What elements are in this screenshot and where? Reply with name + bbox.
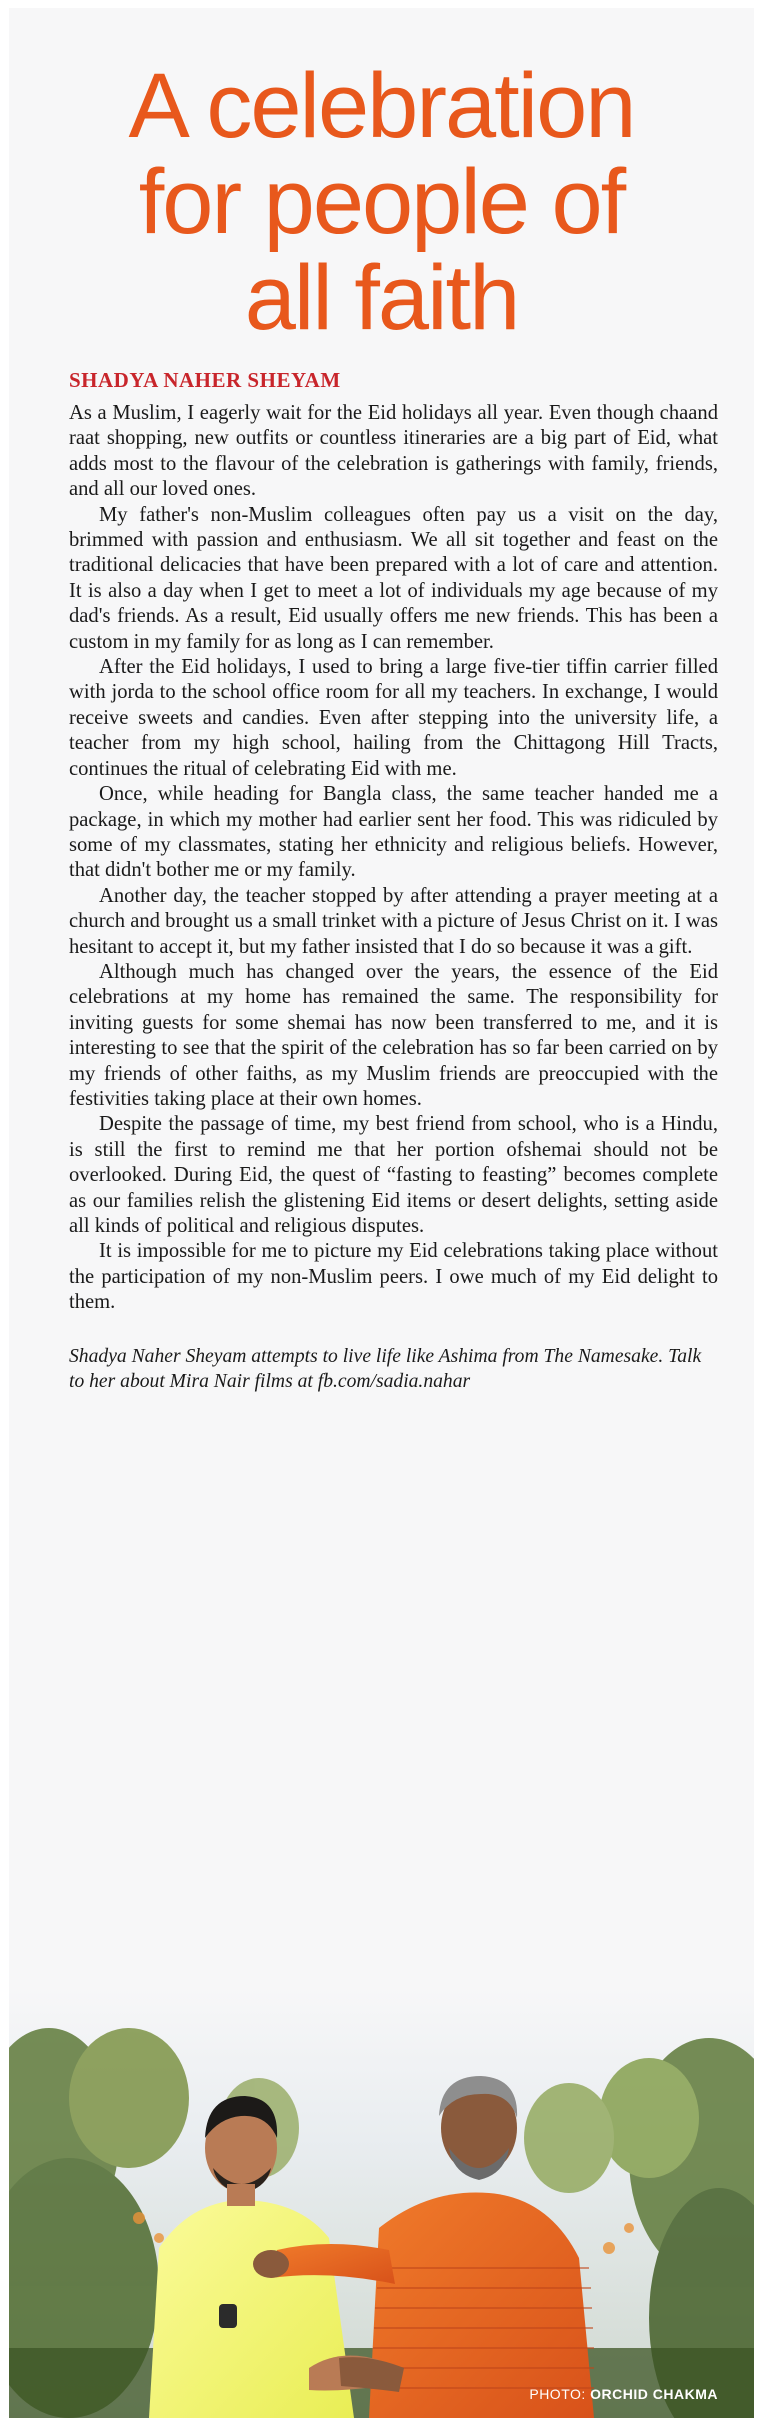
article-photo [9, 1988, 754, 2418]
byline: SHADYA NAHER SHEYAM [69, 368, 341, 392]
paragraph: As a Muslim, I eagerly wait for the Eid holidays all year. Even though chaand raat shopping, new outfits or countless itineraries are a big part of Eid, what adds most to the flavour of the celebration is gatherings with family, friends, and all our loved ones. [69, 402, 718, 501]
paragraph: After the Eid holidays, I used to bring a large five-tier tiffin carrier filled with jorda to the school office room for all my teachers. In exchange, I would receive sweets and candies. Even after stepping into the university life, a teacher from my high school, hailing from the Chittagong Hill Tracts, continues the ritual of celebrating Eid with me. [69, 656, 718, 780]
paragraph: Although much has changed over the years, the essence of the Eid celebrations at my home has remained the same. The responsibility for inviting guests for some shemai has now been transferred to me, and it is interesting to see that the spirit of the celebration has so far been carried on by my friends of other faiths, as my Muslim friends are preoccupied with the festivities taking place at their own homes. [69, 960, 718, 1110]
paragraph: Despite the passage of time, my best friend from school, who is a Hindu, is still the first to remind me that her portion ofshemai should not be overlooked. During Eid, the quest of “fasting to feasting” becomes complete as our families relish the glistening Eid items or desert delights, setting aside all kinds of political and religious disputes. [69, 1113, 718, 1237]
author-bio: Shadya Naher Sheyam attempts to live life like Ashima from The Namesake. Talk to her about Mira Nair films at fb.com/sadia.nahar [69, 1345, 702, 1392]
article-page [9, 8, 754, 2418]
headline-line: for people of [138, 151, 625, 253]
photo-illustration [9, 1988, 754, 2418]
paragraph: It is impossible for me to picture my Eid celebrations taking place without the participation of my non-Muslim peers. I owe much of my Eid delight to them. [69, 1240, 718, 1314]
photo-credit [529, 2386, 718, 2402]
photo-credit-name: ORCHID CHAKMA [590, 2386, 718, 2402]
paragraph: Once, while heading for Bangla class, the same teacher handed me a package, in which my mother had earlier sent her food. This was ridiculed by some of my classmates, stating her ethnicity and religious beliefs. However, that didn't bother me or my family. [69, 783, 718, 882]
headline-line: A celebration [128, 55, 635, 157]
paragraph: Another day, the teacher stopped by after attending a prayer meeting at a church and brought us a small trinket with a picture of Jesus Christ on it. I was hesitant to accept it, but my father insisted that I do so because it was a gift. [69, 884, 718, 958]
paragraph: My father's non-Muslim colleagues often pay us a visit on the day, brimmed with passion and enthusiasm. We all sit together and feast on the traditional delicacies that have been prepared with a lot of care and attention. It is also a day when I get to meet a lot of individuals my age because of my dad's friends. As a result, Eid usually offers me new friends. This has been a custom in my family for as long as I can remember. [69, 503, 718, 653]
photo-credit-label: PHOTO: [529, 2386, 586, 2402]
headline-line: all faith [244, 247, 519, 349]
article-body [69, 401, 718, 1316]
headline [9, 8, 754, 349]
